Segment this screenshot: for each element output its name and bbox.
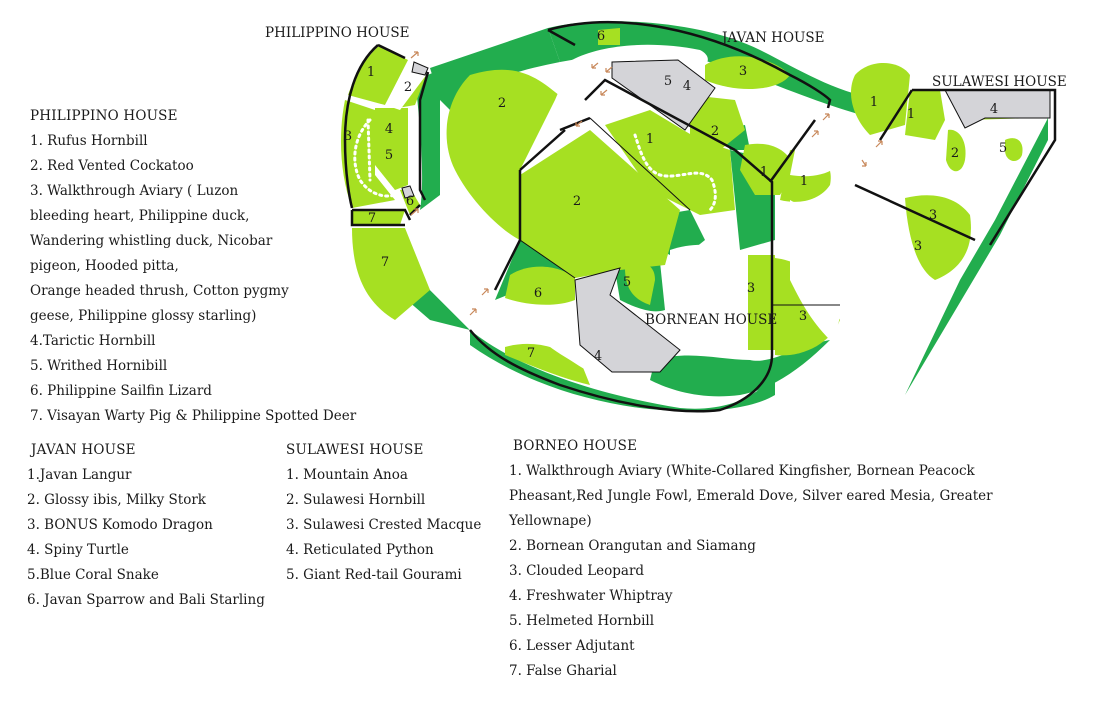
legend-title: PHILIPPINO HOUSE [30, 108, 178, 124]
exhibit-number: 6 [405, 194, 415, 209]
exhibit-number: 2 [572, 194, 582, 209]
legend-item: 3. Sulawesi Crested Macque [286, 517, 482, 533]
legend-item: 4. Reticulated Python [286, 542, 434, 558]
legend-item: 7. Visayan Warty Pig & Philippine Spotted Deer [30, 408, 357, 424]
exhibit-number: 7 [526, 346, 536, 361]
legend-philippino [30, 104, 360, 429]
legend-item: Yellownape) [509, 513, 592, 529]
exhibit-number: 1 [366, 65, 376, 80]
legend-item: 1. Rufus Hornbill [30, 133, 148, 149]
exhibit-number: 4 [682, 79, 692, 94]
exhibit-number: 3 [928, 208, 938, 223]
exhibit-number: 1 [906, 107, 916, 122]
legend-item: 7. False Gharial [509, 663, 617, 679]
legend-item: 1. Mountain Anoa [286, 467, 408, 483]
exhibit-number: 5 [663, 74, 673, 89]
exhibit-number: 4 [989, 102, 999, 117]
legend-item: pigeon, Hooded pitta, [30, 258, 179, 274]
exhibit-number: 6 [596, 29, 606, 44]
legend-title: BORNEO HOUSE [513, 438, 638, 454]
exhibit-number: 2 [403, 80, 413, 95]
legend-item: 3. Clouded Leopard [509, 563, 645, 579]
exhibit-number: 5 [622, 275, 632, 290]
legend-item: 6. Lesser Adjutant [509, 638, 635, 654]
arrow-icon [411, 52, 418, 58]
legend-item: 4.Tarictic Hornbill [30, 333, 156, 349]
legend-item: 2. Red Vented Cockatoo [30, 158, 194, 174]
legend-item: Wandering whistling duck, Nicobar [30, 233, 273, 249]
exhibit-number: 3 [738, 64, 748, 79]
exhibit-number: 2 [710, 124, 720, 139]
sulawesi-house-label: SULAWESI HOUSE [932, 74, 1067, 90]
exhibit-number: 3 [746, 281, 756, 296]
legend-sulawesi [286, 438, 496, 588]
legend-item: 4. Freshwater Whiptray [509, 588, 673, 604]
exhibit-number: 5 [384, 148, 394, 163]
exhibit-number: 3 [913, 239, 923, 254]
arrow-icon [862, 160, 866, 166]
legend-item: 3. Walkthrough Aviary ( Luzon [30, 183, 239, 199]
legend-item: Orange headed thrush, Cotton pygmy [30, 283, 289, 299]
legend-item: 2. Sulawesi Hornbill [286, 492, 426, 508]
exhibit-number: 1 [759, 165, 769, 180]
ph-building-2 [412, 62, 428, 75]
bornean-house-label: BORNEAN HOUSE [645, 312, 778, 328]
exhibit-number: 5 [998, 141, 1008, 156]
exhibit-number: 6 [533, 286, 543, 301]
exhibit-number: 4 [384, 122, 394, 137]
philippino-house-label: PHILIPPINO HOUSE [265, 25, 410, 41]
legend-item: bleeding heart, Philippine duck, [30, 208, 250, 224]
legend-item: 2. Glossy ibis, Milky Stork [27, 492, 206, 508]
legend-item: 1.Javan Langur [27, 467, 132, 483]
legend-item: 1. Walkthrough Aviary (White-Collared Kingfisher, Bornean Peacock [509, 463, 975, 479]
exhibit-number: 7 [367, 211, 377, 226]
legend-item: 5.Blue Coral Snake [27, 567, 159, 583]
legend-item: 6. Philippine Sailfin Lizard [30, 383, 212, 399]
legend-title: SULAWESI HOUSE [286, 442, 424, 458]
javan-house-label: JAVAN HOUSE [722, 30, 825, 46]
legend-javan [27, 438, 277, 613]
exhibit-number: 1 [799, 174, 809, 189]
exhibit-number: 1 [645, 132, 655, 147]
exhibit-number: 2 [950, 146, 960, 161]
exhibit-number: 1 [869, 95, 879, 110]
legend-item: 5. Writhed Hornibill [30, 358, 168, 374]
legend-borneo [509, 434, 993, 684]
legend-title: JAVAN HOUSE [31, 442, 136, 458]
legend-item: 2. Bornean Orangutan and Siamang [509, 538, 756, 554]
legend-item: geese, Philippine glossy starling) [30, 308, 257, 324]
legend-item: 4. Spiny Turtle [27, 542, 129, 558]
arrow-icon [876, 141, 882, 147]
legend-item: 6. Javan Sparrow and Bali Starling [27, 592, 265, 608]
exhibit-number: 2 [497, 96, 507, 111]
legend-item: Pheasant,Red Jungle Fowl, Emerald Dove, Silver eared Mesia, Greater [509, 488, 993, 504]
legend-item: 5. Giant Red-tail Gourami [286, 567, 462, 583]
exhibit-number: 7 [380, 255, 390, 270]
exhibit-number: 3 [343, 129, 353, 144]
exhibit-number: 3 [798, 309, 808, 324]
exhibit-number: 4 [593, 349, 603, 364]
legend-item: 5. Helmeted Hornbill [509, 613, 655, 629]
legend-item: 3. BONUS Komodo Dragon [27, 517, 213, 533]
